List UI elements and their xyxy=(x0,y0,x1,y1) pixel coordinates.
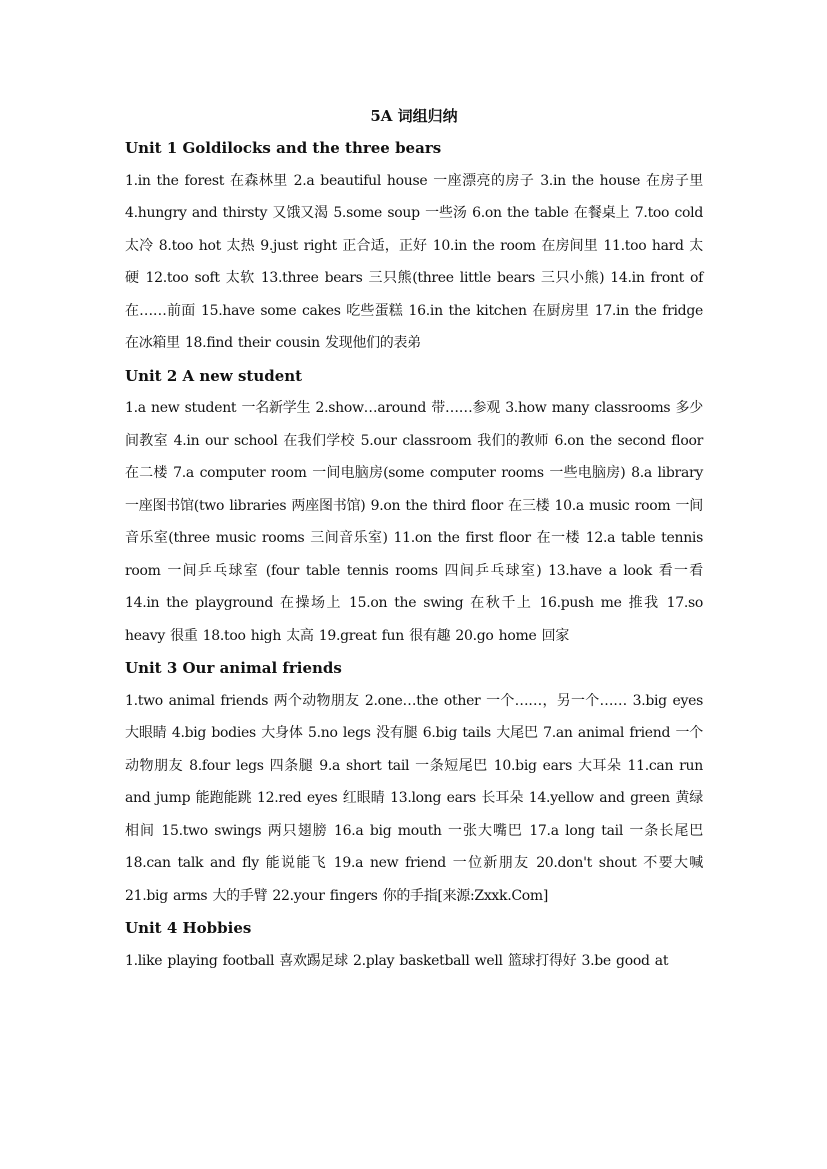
unit-1-heading: Unit 1 Goldilocks and the three bears xyxy=(125,139,442,157)
unit-3-phrases: 1.two animal friends 两个动物朋友 2.one…the other 一个……，另一个…… 3.big eyes 大眼睛 4.big bodies 大身体 5.no legs 没有腿 6.big tails 大尾巴 7.an animal friend 一个动物朋友 8.four legs 四条腿 9.a short tail 一条短尾巴 10.big ears 大耳朵 11.can run and jump 能跑能跳 12.red eyes 红眼睛 13.long ears 长耳朵 14.yellow and green 黄绿相间 15.two swings 两只翅膀 16.a big mouth 一张大嘴巴 17.a long tail 一条长尾巴 18.can talk and fly 能说能飞 19.a new friend 一位新朋友 20.don't shout 不要大喊 21.big arms 大的手臂 22.your fingers 你的手指[来源:Zxxk.Com] xyxy=(125,692,703,904)
unit-4-phrases: 1.like playing football 喜欢踢足球 2.play basketball well 篮球打得好 3.be good at xyxy=(125,952,669,969)
unit-3-section xyxy=(125,652,703,912)
unit-1-section xyxy=(125,132,703,360)
document-page xyxy=(125,100,703,977)
unit-3-heading: Unit 3 Our animal friends xyxy=(125,659,342,677)
unit-4-heading: Unit 4 Hobbies xyxy=(125,919,252,937)
unit-2-heading: Unit 2 A new student xyxy=(125,366,303,385)
unit-1-phrases: 1.in the forest 在森林里 2.a beautiful house 一座漂亮的房子 3.in the house 在房子里 4.hungry and thirsty 又饿又渴 5.some soup 一些汤 6.on the table 在餐桌上 7.too cold 太冷 8.too hot 太热 9.just right 正合适，正好 10.in the room 在房间里 11.too hard 太硬 12.too soft 太软 13.three bears 三只熊(three little bears 三只小熊) 14.in front of 在……前面 15.have some cakes 吃些蛋糕 16.in the kitchen 在厨房里 17.in the fridge 在冰箱里 18.find their cousin 发现他们的表弟 xyxy=(125,172,703,351)
unit-4-section xyxy=(125,912,703,977)
document-title: 5A 词组归纳 xyxy=(370,107,458,125)
unit-2-phrases: 1.a new student 一名新学生 2.show…around 带……参观 3.how many classrooms 多少间教室 4.in our school 在我们学校 5.our classroom 我们的教师 6.on the second floor 在二楼 7.a computer room 一间电脑房(some computer rooms 一些电脑房) 8.a library 一座图书馆(two libraries 两座图书馆) 9.on the third floor 在三楼 10.a music room 一间音乐室(three music rooms 三间音乐室) 11.on the first floor 在一楼 12.a table tennis room 一间乒乓球室 (four table tennis rooms 四间乒乓球室) 13.have a look 看一看 14.in the playground 在操场上 15.on the swing 在秋千上 16.push me 推我 17.so heavy 很重 18.too high 太高 19.great fun 很有趣 20.go home 回家 xyxy=(125,400,703,644)
unit-2-section xyxy=(125,360,703,653)
